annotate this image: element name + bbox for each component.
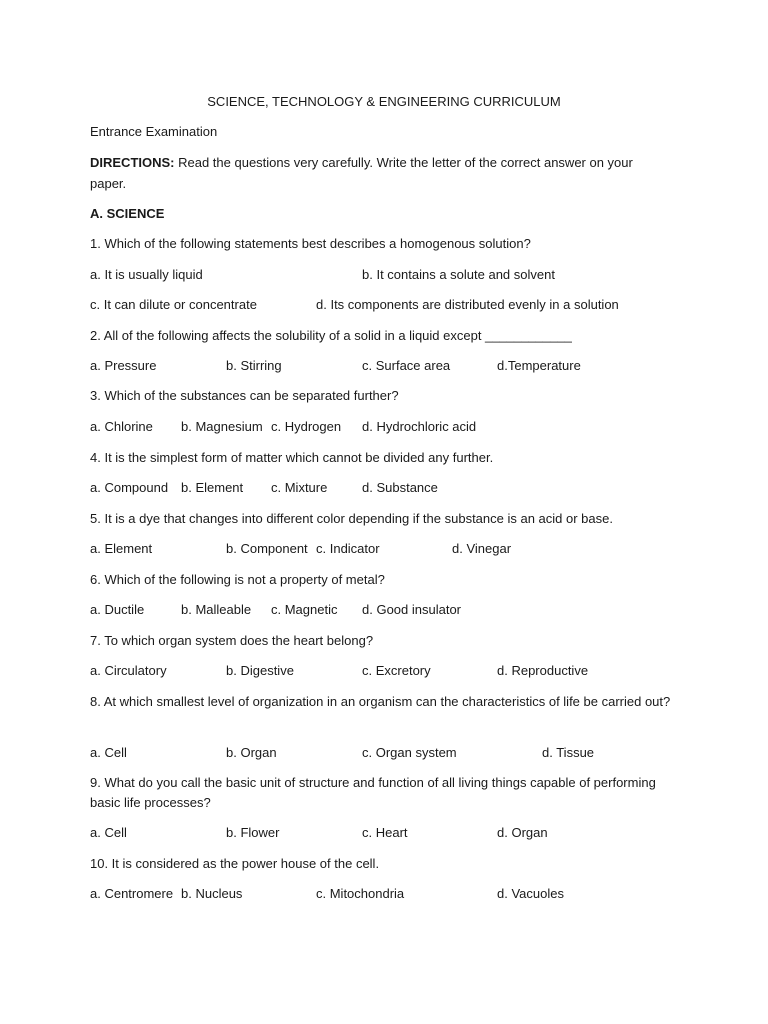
question-1-option-a: a. It is usually liquid xyxy=(90,267,203,282)
question-5-option-b: b. Component xyxy=(226,541,308,556)
question-5-option-d: d. Vinegar xyxy=(452,541,512,556)
question-5: 5. It is a dye that changes into different color depending if the substance is an acid or base. xyxy=(90,511,613,526)
question-2-option-d: d.Temperature xyxy=(497,358,581,373)
question-6-option-c: c. Magnetic xyxy=(271,602,338,617)
question-1-option-b: b. It contains a solute and solvent xyxy=(362,267,555,282)
question-4-option-b: b. Element xyxy=(181,480,244,495)
question-6-option-a: a. Ductile xyxy=(90,602,145,617)
question-10-option-a: a. Centromere xyxy=(90,886,174,901)
question-6: 6. Which of the following is not a property of metal? xyxy=(90,572,385,587)
question-7: 7. To which organ system does the heart belong? xyxy=(90,633,374,648)
question-7-option-b: b. Digestive xyxy=(226,663,294,678)
question-1: 1. Which of the following statements best describes a homogenous solution? xyxy=(90,236,531,251)
question-3-option-b: b. Magnesium xyxy=(181,419,263,434)
question-8-option-a: a. Cell xyxy=(90,745,127,760)
question-2-option-a: a. Pressure xyxy=(90,358,157,373)
question-4-option-d: d. Substance xyxy=(362,480,438,495)
question-9-option-b: b. Flower xyxy=(226,825,280,840)
question-9: 9. What do you call the basic unit of structure and function of all living things capable of performing basic life processes? xyxy=(90,775,656,810)
question-2-option-b: b. Stirring xyxy=(226,358,282,373)
question-7-option-c: c. Excretory xyxy=(362,663,431,678)
section-title: A. SCIENCE xyxy=(90,206,165,221)
question-4-option-a: a. Compound xyxy=(90,480,169,495)
question-3-option-d: d. Hydrochloric acid xyxy=(362,419,477,434)
question-2: 2. All of the following affects the solubility of a solid in a liquid except ____________ xyxy=(90,328,572,343)
question-6-option-b: b. Malleable xyxy=(181,602,252,617)
question-5-option-c: c. Indicator xyxy=(316,541,380,556)
question-10-option-d: d. Vacuoles xyxy=(497,886,564,901)
question-6-option-d: d. Good insulator xyxy=(362,602,462,617)
question-7-option-d: d. Reproductive xyxy=(497,663,589,678)
question-7-option-a: a. Circulatory xyxy=(90,663,167,678)
question-3: 3. Which of the substances can be separated further? xyxy=(90,388,399,403)
directions-text: Read the questions very carefully. Write the letter of the correct answer on your paper. xyxy=(90,155,633,191)
question-4: 4. It is the simplest form of matter which cannot be divided any further. xyxy=(90,450,494,465)
question-1-option-d: d. Its components are distributed evenly in a solution xyxy=(316,297,619,312)
question-10-option-c: c. Mitochondria xyxy=(316,886,405,901)
document-subtitle: Entrance Examination xyxy=(90,124,218,139)
question-9-option-a: a. Cell xyxy=(90,825,127,840)
question-5-option-a: a. Element xyxy=(90,541,153,556)
question-8-option-b: b. Organ xyxy=(226,745,277,760)
directions-label: DIRECTIONS: xyxy=(90,155,175,170)
question-1-option-c: c. It can dilute or concentrate xyxy=(90,297,257,312)
question-2-option-c: c. Surface area xyxy=(362,358,451,373)
document-title: SCIENCE, TECHNOLOGY & ENGINEERING CURRICULUM xyxy=(207,94,561,109)
question-8-option-c: c. Organ system xyxy=(362,745,457,760)
question-4-option-c: c. Mixture xyxy=(271,480,328,495)
question-8: 8. At which smallest level of organization in an organism can the characteristics of life be carried out? xyxy=(90,694,671,709)
question-10-option-b: b. Nucleus xyxy=(181,886,243,901)
question-3-option-c: c. Hydrogen xyxy=(271,419,342,434)
question-10: 10. It is considered as the power house of the cell. xyxy=(90,856,380,871)
directions xyxy=(90,152,670,194)
question-9-option-c: c. Heart xyxy=(362,825,408,840)
question-3-option-a: a. Chlorine xyxy=(90,419,153,434)
question-9-option-d: d. Organ xyxy=(497,825,548,840)
question-8-option-d: d. Tissue xyxy=(542,745,595,760)
